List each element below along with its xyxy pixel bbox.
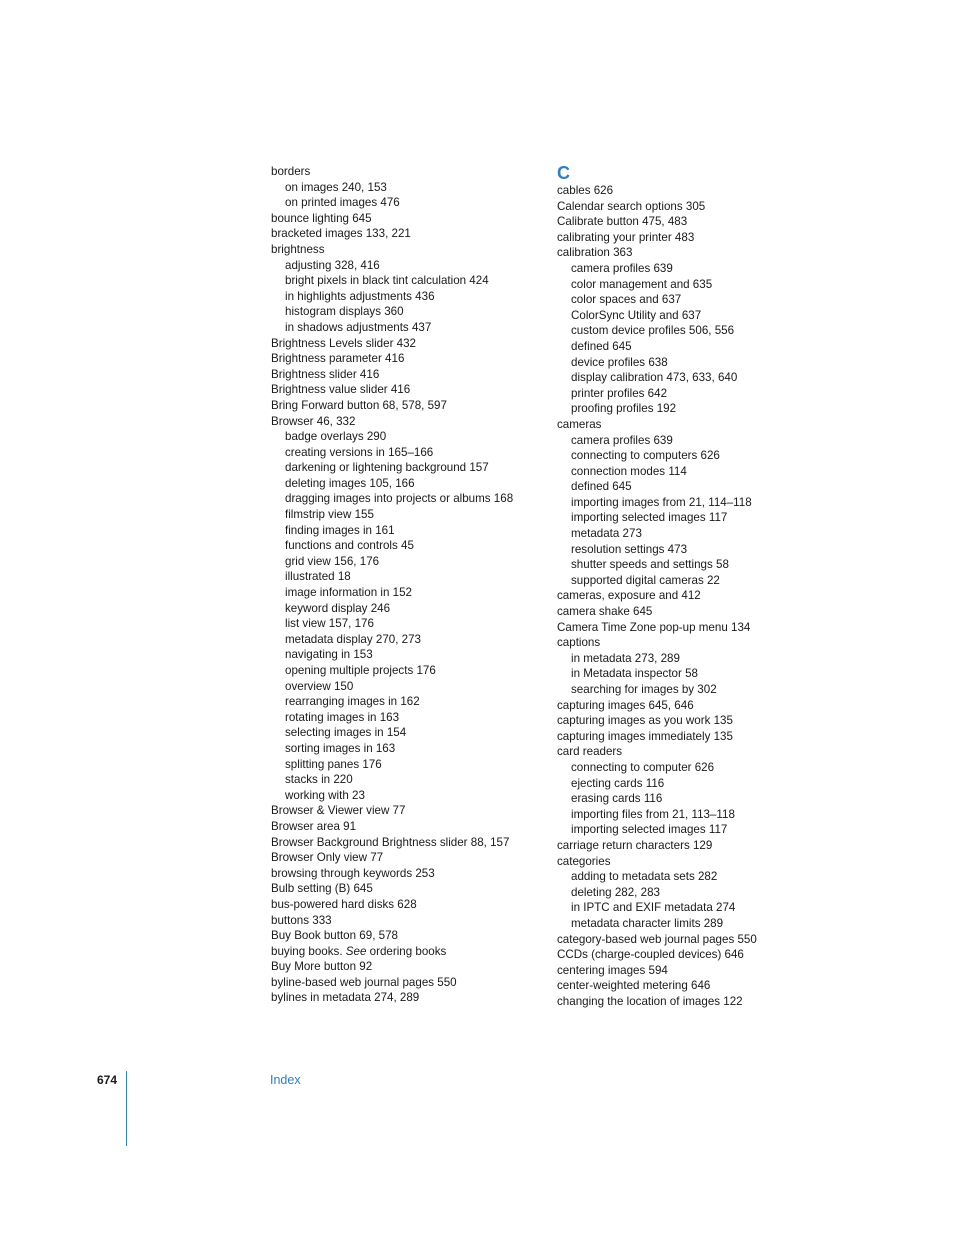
index-entry: calibration 363 <box>557 246 633 260</box>
index-subentry: defined 645 <box>571 480 632 494</box>
index-entry: categories <box>557 854 611 868</box>
index-entry: Browser area 91 <box>271 819 357 833</box>
index-subentry: filmstrip view 155 <box>285 508 374 522</box>
index-subentry: opening multiple projects 176 <box>285 664 436 677</box>
index-entry: Brightness value slider 416 <box>271 383 411 397</box>
index-subentry: on images 240, 153 <box>285 180 387 194</box>
footer-divider <box>126 1071 127 1146</box>
index-subentry: resolution settings 473 <box>571 542 688 556</box>
index-subentry: stacks in 220 <box>285 773 353 787</box>
index-entry: changing the location of images 122 <box>557 994 743 1008</box>
index-entry: brightness <box>271 242 325 256</box>
index-subentry: adding to metadata sets 282 <box>571 870 718 884</box>
index-entry: Buy More button 92 <box>271 960 373 974</box>
index-subentry: camera profiles 639 <box>571 433 673 447</box>
index-subentry: list view 157, 176 <box>285 617 374 631</box>
index-entry: capturing images as you work 135 <box>557 714 733 728</box>
index-subentry: darkening or lightening background 157 <box>285 461 489 475</box>
index-entry: category-based web journal pages 550 <box>557 932 757 946</box>
index-subentry: shutter speeds and settings 58 <box>571 558 729 572</box>
index-entry: Brightness Levels slider 432 <box>271 336 417 350</box>
index-subentry: metadata character limits 289 <box>571 916 724 930</box>
index-subentry: metadata 273 <box>571 527 642 541</box>
index-subentry: on printed images 476 <box>285 196 400 210</box>
index-entry: Buy Book button 69, 578 <box>271 929 398 943</box>
index-entry: Browser & Viewer view 77 <box>271 804 406 818</box>
index-subentry: proofing profiles 192 <box>571 402 677 416</box>
index-entry: card readers <box>557 745 623 759</box>
index-entry: captions <box>557 636 601 650</box>
index-entry: cables 626 <box>557 184 614 197</box>
index-entry: byline-based web journal pages 550 <box>271 975 457 989</box>
index-letter-heading: C <box>557 163 570 183</box>
index-subentry: color management and 635 <box>571 277 713 291</box>
index-subentry: badge overlays 290 <box>285 430 387 444</box>
index-subentry: histogram displays 360 <box>285 305 404 319</box>
index-subentry: ejecting cards 116 <box>571 776 665 790</box>
index-subentry: grid view 156, 176 <box>285 554 380 568</box>
index-subentry: printer profiles 642 <box>571 386 668 400</box>
index-subentry: supported digital cameras 22 <box>571 573 720 587</box>
index-subentry: connection modes 114 <box>571 464 687 478</box>
page-number: 674 <box>97 1073 118 1087</box>
index-entry: carriage return characters 129 <box>557 838 713 852</box>
index-entry: cameras, exposure and 412 <box>557 589 701 603</box>
index-subentry: finding images in 161 <box>285 523 395 537</box>
index-subentry: illustrated 18 <box>285 570 351 584</box>
index-subentry: importing files from 21, 113–118 <box>571 807 735 821</box>
index-subentry: color spaces and 637 <box>571 293 682 307</box>
index-entries-right <box>557 183 827 1009</box>
see-reference: See <box>345 944 367 958</box>
index-subentry: splitting panes 176 <box>285 757 382 771</box>
index-subentry: deleting 282, 283 <box>571 885 660 899</box>
index-entry: bracketed images 133, 221 <box>271 227 411 241</box>
index-subentry: adjusting 328, 416 <box>285 258 380 272</box>
index-entry: centering images 594 <box>557 963 668 977</box>
index-entry: bus-powered hard disks 628 <box>271 897 417 911</box>
index-entry: cameras <box>557 417 602 431</box>
index-subentry: importing selected images 117 <box>571 511 728 525</box>
index-entry-text: buying books. <box>271 944 343 958</box>
index-subentry: sorting images in 163 <box>285 741 396 755</box>
index-entry: Camera Time Zone pop-up menu 134 <box>557 620 751 634</box>
index-subentry: camera profiles 639 <box>571 261 673 275</box>
index-entry: borders <box>271 165 311 178</box>
index-subentry: custom device profiles 506, 556 <box>571 324 735 338</box>
index-subentry: searching for images by 302 <box>571 683 717 696</box>
index-entry: Calendar search options 305 <box>557 199 706 213</box>
index-subentry: deleting images 105, 166 <box>285 476 415 490</box>
index-column-left <box>271 164 541 1006</box>
index-entry: Bring Forward button 68, 578, 597 <box>271 398 447 412</box>
index-entry: capturing images immediately 135 <box>557 729 733 743</box>
index-entry: Browser 46, 332 <box>271 414 356 428</box>
index-subentry: in Metadata inspector 58 <box>571 667 698 681</box>
index-entry: calibrating your printer 483 <box>557 230 695 244</box>
index-subentry: in IPTC and EXIF metadata 274 <box>571 901 736 915</box>
index-entry: bylines in metadata 274, 289 <box>271 991 420 1005</box>
index-subentry: connecting to computers 626 <box>571 449 720 463</box>
index-subentry: connecting to computer 626 <box>571 760 715 774</box>
index-subentry: in metadata 273, 289 <box>571 651 680 665</box>
see-target: ordering books <box>366 944 447 958</box>
index-entry: Browser Only view 77 <box>271 851 384 865</box>
index-subentry: in shadows adjustments 437 <box>285 320 432 334</box>
index-subentry: device profiles 638 <box>571 355 668 369</box>
index-entry: Bulb setting (B) 645 <box>271 882 373 896</box>
index-subentry: selecting images in 154 <box>285 726 407 740</box>
index-subentry: image information in 152 <box>285 586 412 600</box>
index-subentry: overview 150 <box>285 679 354 693</box>
index-subentry: bright pixels in black tint calculation 424 <box>285 274 489 288</box>
index-entry: Brightness slider 416 <box>271 367 380 381</box>
index-subentry: navigating in 153 <box>285 648 373 662</box>
index-subentry: rearranging images in 162 <box>285 695 420 709</box>
index-subentry: ColorSync Utility and 637 <box>571 308 702 322</box>
index-entry: center-weighted metering 646 <box>557 979 711 993</box>
index-subentry: display calibration 473, 633, 640 <box>571 371 738 385</box>
index-entry: Calibrate button 475, 483 <box>557 215 688 229</box>
index-entry: bounce lighting 645 <box>271 211 372 225</box>
index-subentry: rotating images in 163 <box>285 710 400 724</box>
index-entry: browsing through keywords 253 <box>271 866 435 880</box>
index-subentry: working with 23 <box>285 788 365 802</box>
index-subentry: dragging images into projects or albums 168 <box>285 492 514 506</box>
index-entry: buttons 333 <box>271 913 332 927</box>
index-entry: Brightness parameter 416 <box>271 352 405 366</box>
index-subentry: importing images from 21, 114–118 <box>571 495 752 509</box>
index-entry: camera shake 645 <box>557 605 653 619</box>
index-entry <box>271 944 541 960</box>
index-subentry: metadata display 270, 273 <box>285 632 422 646</box>
index-subentry: importing selected images 117 <box>571 823 728 837</box>
index-entry: CCDs (charge-coupled devices) 646 <box>557 948 744 962</box>
index-entry: Browser Background Brightness slider 88, 157 <box>271 835 510 849</box>
section-name: Index <box>270 1073 301 1087</box>
index-subentry: keyword display 246 <box>285 601 391 615</box>
index-subentry: erasing cards 116 <box>571 792 663 806</box>
index-entry: capturing images 645, 646 <box>557 698 694 712</box>
index-subentry: in highlights adjustments 436 <box>285 289 435 303</box>
index-column-right <box>557 164 827 1009</box>
index-subentry: defined 645 <box>571 339 632 353</box>
index-subentry: functions and controls 45 <box>285 539 414 553</box>
index-subentry: creating versions in 165–166 <box>285 445 434 459</box>
